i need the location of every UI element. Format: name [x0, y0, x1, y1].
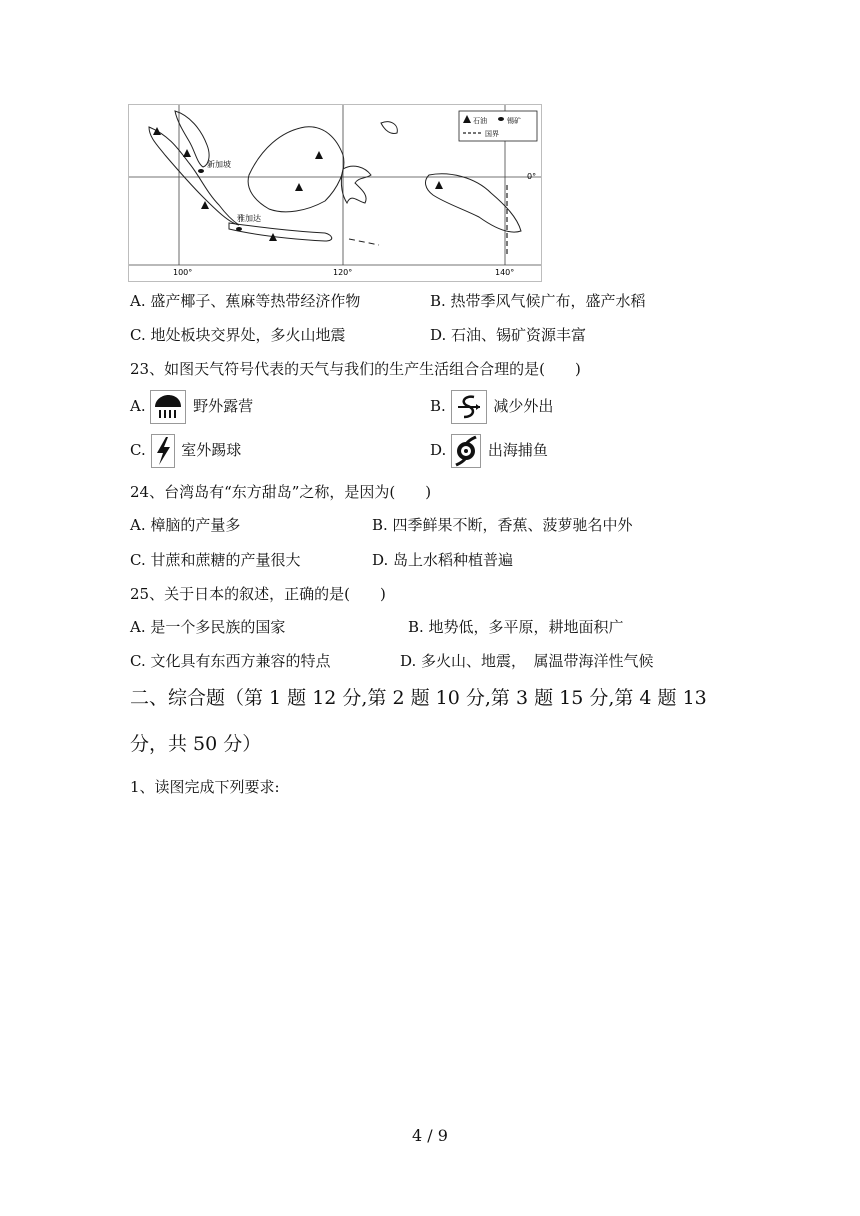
q22-option-b: B. 热带季风气候广布，盛产水稻	[430, 292, 646, 310]
thunderstorm-icon	[151, 434, 175, 468]
q25-option-c: C. 文化具有东西方兼容的特点	[130, 652, 331, 670]
q25-stem: 25、关于日本的叙述，正确的是( )	[130, 585, 386, 603]
section2-title-line2: 分，共 50 分）	[130, 733, 262, 755]
legend-tin-label: 锡矿	[507, 117, 521, 125]
map-drawing	[129, 105, 541, 281]
q23-option-a	[130, 390, 253, 424]
q22-option-a: A. 盛产椰子、蕉麻等热带经济作物	[130, 292, 361, 310]
q23-b-prefix: B.	[430, 397, 446, 415]
q24-option-a: A. 樟脑的产量多	[130, 516, 241, 534]
q24-option-d: D. 岛上水稻种植普遍	[372, 551, 514, 569]
legend-oil-label: 石油	[473, 117, 487, 125]
q24-stem: 24、台湾岛有“东方甜岛”之称，是因为( )	[130, 483, 432, 501]
heavy-rain-icon	[150, 390, 186, 424]
label-lat-0: 0°	[527, 172, 537, 181]
q25-option-a: A. 是一个多民族的国家	[130, 618, 286, 636]
label-singapore: 新加坡	[207, 160, 231, 169]
section2-q1: 1、读图完成下列要求:	[130, 778, 280, 796]
q22-option-d: D. 石油、锡矿资源丰富	[430, 326, 587, 344]
sandstorm-icon	[451, 390, 487, 424]
southeast-asia-map	[128, 104, 542, 282]
q23-a-prefix: A.	[130, 397, 146, 415]
legend-border-label: 国界	[485, 130, 499, 138]
section2-title-line1: 二、综合题（第 1 题 12 分,第 2 题 10 分,第 3 题 15 分,第 4 题 13	[130, 687, 707, 709]
q24-option-c: C. 甘蔗和蔗糖的产量很大	[130, 551, 301, 569]
q23-d-text: 出海捕鱼	[487, 441, 548, 459]
page-number: 4 / 9	[412, 1126, 448, 1145]
q23-b-text: 减少外出	[493, 397, 554, 415]
q23-c-prefix: C.	[130, 441, 146, 459]
q23-option-b	[430, 390, 553, 424]
q25-option-b: B. 地势低，多平原，耕地面积广	[408, 618, 624, 636]
q25-option-d: D. 多火山、地震， 属温带海洋性气候	[400, 652, 654, 670]
q23-option-c	[130, 434, 241, 468]
q23-option-d	[430, 434, 548, 468]
q24-option-b: B. 四季鲜果不断，香蕉、菠萝驰名中外	[372, 516, 633, 534]
q22-option-c: C. 地处板块交界处，多火山地震	[130, 326, 346, 344]
typhoon-icon	[451, 434, 481, 468]
label-lon-100: 100°	[173, 268, 193, 277]
q23-a-text: 野外露营	[193, 397, 254, 415]
q23-d-prefix: D.	[430, 441, 447, 459]
label-lon-120: 120°	[333, 268, 353, 277]
label-jakarta: 雅加达	[237, 214, 261, 223]
label-lon-140: 140°	[495, 268, 515, 277]
q23-stem: 23、如图天气符号代表的天气与我们的生产生活组合合理的是( )	[130, 360, 581, 378]
q23-c-text: 室外踢球	[181, 441, 242, 459]
